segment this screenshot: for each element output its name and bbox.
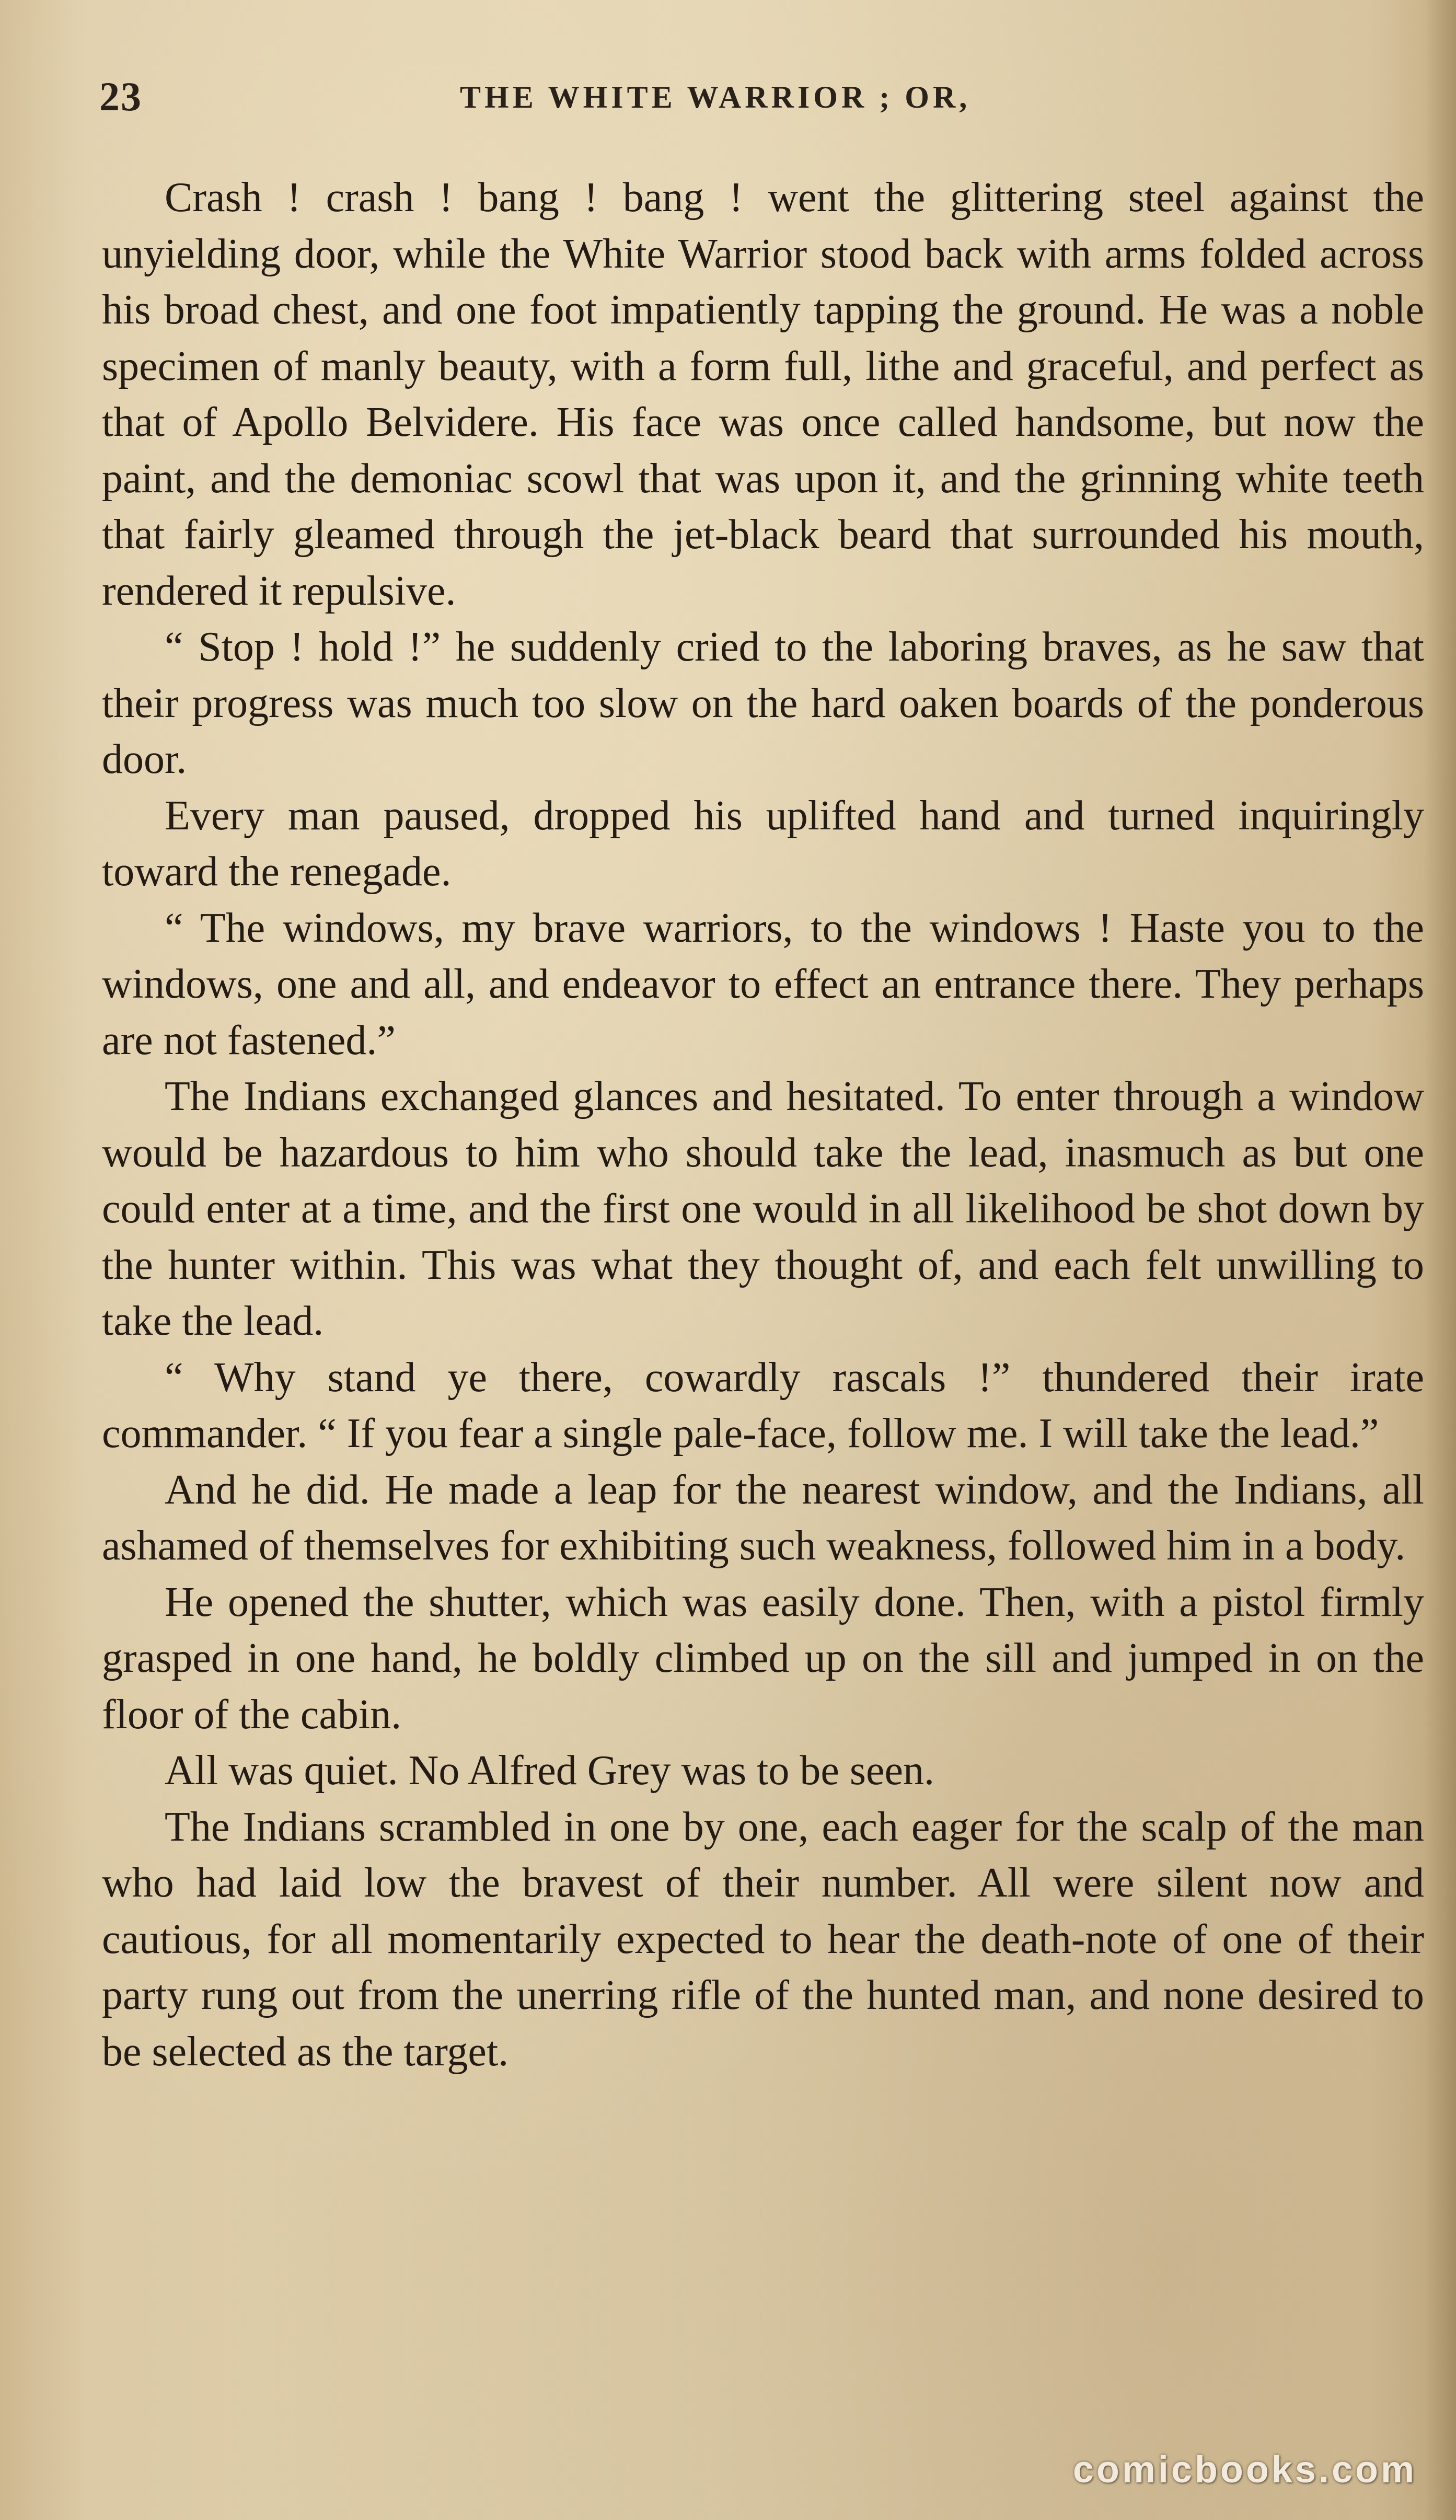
paragraph-3: Every man paused, dropped his uplifted hand and turned inquiringly toward the renegade.: [102, 792, 1424, 895]
body-text: [102, 170, 1424, 2080]
paragraph-6: “ Why stand ye there, cowardly rascals !” thundered their irate commander. “ If you fear a single pale-face, follow me. I will take the lead.”: [102, 1354, 1424, 1456]
running-title: THE WHITE WARRIOR ; OR,: [460, 80, 971, 114]
page-header: [99, 73, 1406, 131]
paragraph-9: All was quiet. No Alfred Grey was to be seen.: [165, 1748, 934, 1794]
paragraph-7: And he did. He made a leap for the nearest window, and the Indians, all ashamed of themselves for exhibiting such weakness, followed him in a body.: [102, 1466, 1424, 1569]
page-edge-shadow: [1425, 0, 1456, 2520]
paragraph-10: The Indians scrambled in one by one, each eager for the scalp of the man who had laid low the bravest of their number. All were silent now and cautious, for all momentarily expected to hear the death-note of one of their party rung out from the unerring rifle of the hunted man, and none desired to be selected as the target.: [102, 1804, 1424, 2075]
watermark: comicbooks.com: [1072, 2449, 1417, 2491]
paragraph-8: He opened the shutter, which was easily done. Then, with a pistol firmly grasped in one hand, he boldly climbed up on the sill and jumped in on the floor of the cabin.: [102, 1579, 1424, 1738]
paragraph-5: The Indians exchanged glances and hesitated. To enter through a window would be hazardous to him who should take the lead, inasmuch as but one could enter at a time, and the first one would in all likelihood be shot down by the hunter within. This was what they thought of, and each felt unwilling to take the lead.: [102, 1073, 1424, 1344]
paragraph-2: “ Stop ! hold !” he suddenly cried to the laboring braves, as he saw that their progress was much too slow on the hard oaken boards of the ponderous door.: [102, 624, 1424, 782]
page-number: 23: [99, 74, 142, 119]
paragraph-4: “ The windows, my brave warriors, to the windows ! Haste you to the windows, one and all, and endeavor to effect an entrance there. They perhaps are not fastened.”: [102, 905, 1424, 1064]
paragraph-1: Crash ! crash ! bang ! bang ! went the glittering steel against the unyielding door, while the White Warrior stood back with arms folded across his broad chest, and one foot impatiently tapping the ground. He was a noble specimen of manly beauty, with a form full, lithe and graceful, and perfect as that of Apollo Belvidere. His face was once called handsome, but now the paint, and the demoniac scowl that was upon it, and the grinning white teeth that fairly gleamed through the jet-black beard that surrounded his mouth, rendered it repulsive.: [102, 175, 1424, 614]
